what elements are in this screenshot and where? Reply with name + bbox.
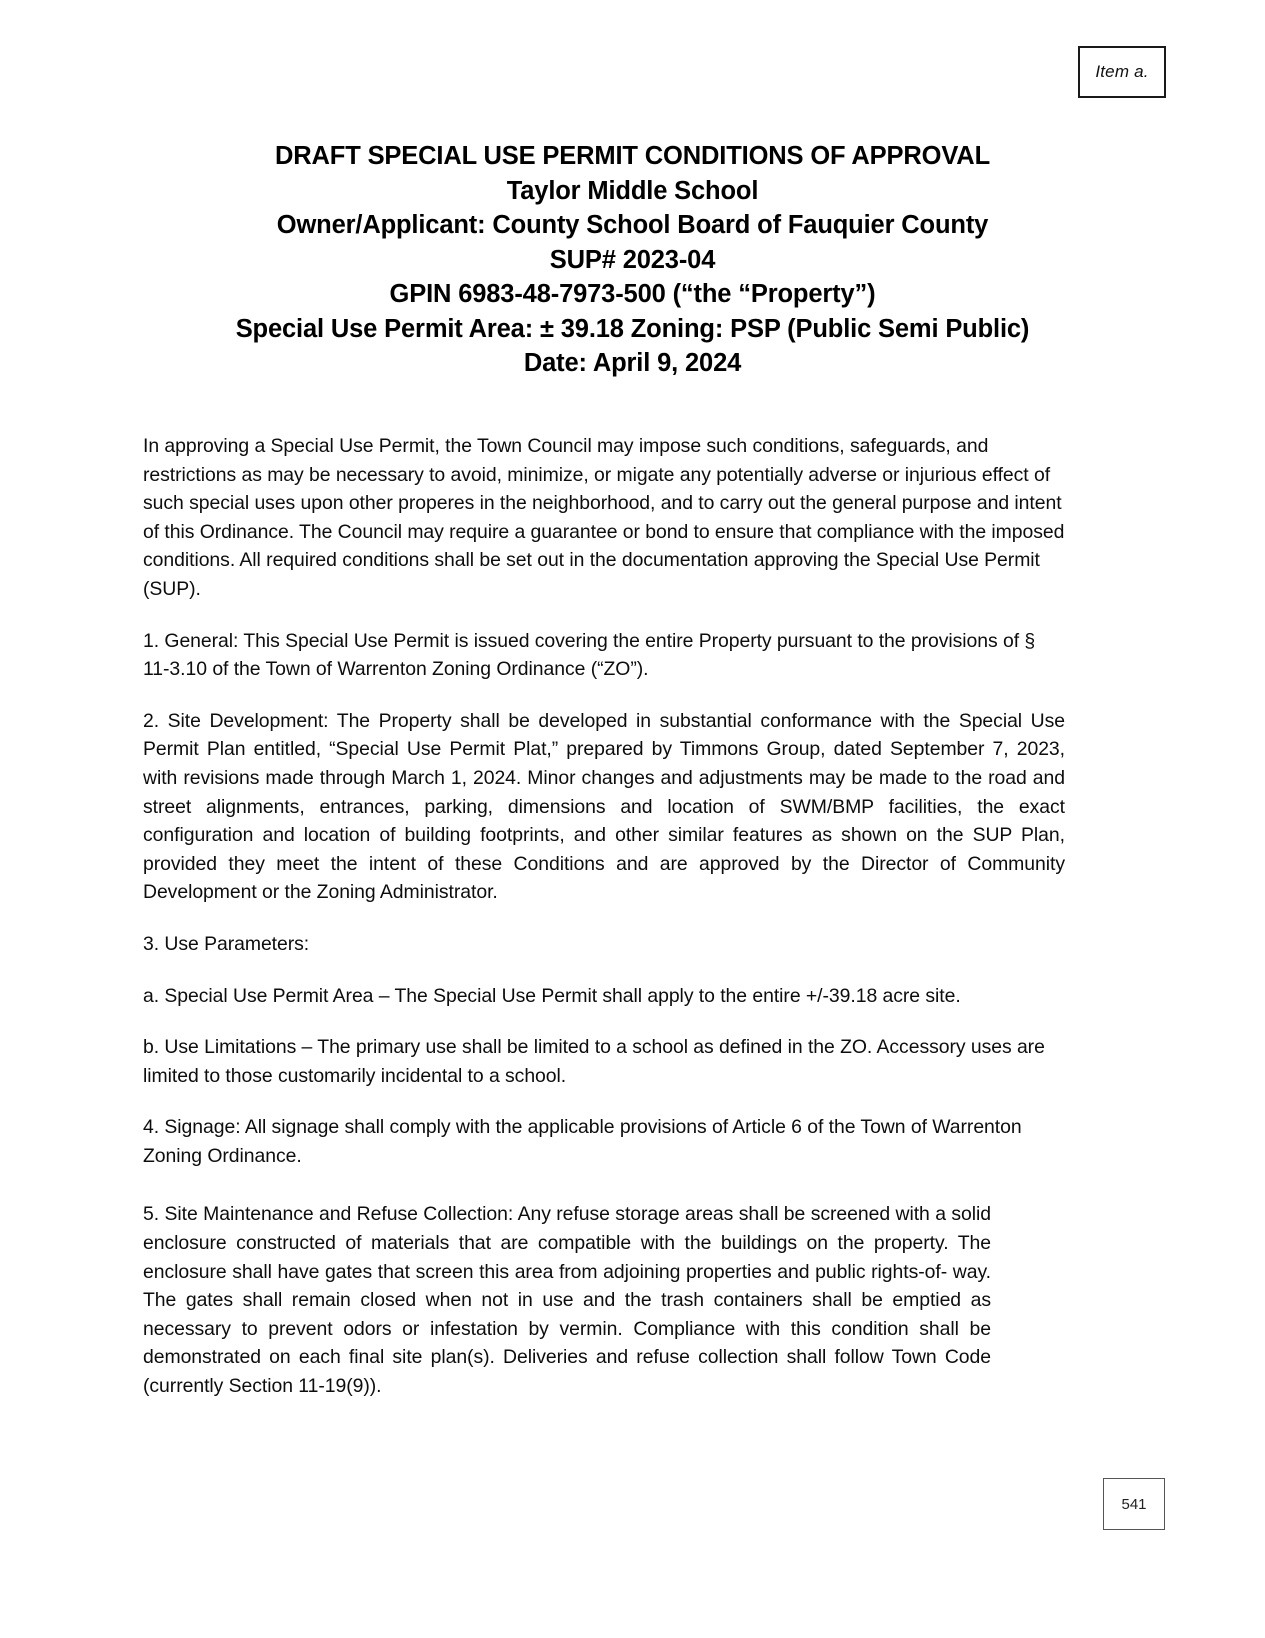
paragraph-condition-2-site-development: 2. Site Development: The Property shall be developed in substantial conformance with the Special Use Permit Plan entitled, “Special Use Permit Plat,” prepared by Timmons Group, dated September 7, 2023, with revisions made through March 1, 2024. Minor changes and adjustments may be made to the road and street alignments, entrances, parking, dimensions and location of SWM/BMP facilities, the exact configuration and location of building footprints, and other similar features as shown on the SUP Plan, provided they meet the intent of these Conditions and are approved by the Director of Community Development or the Zoning Administrator. [143, 709, 1065, 904]
paragraph-condition-1-general: 1. General: This Special Use Permit is issued covering the entire Property pursuant to the provisions of § 11-3.10 of the Town of Warrenton Zoning Ordinance (“ZO”). [143, 629, 1036, 681]
page-number-box [1103, 1478, 1165, 1530]
paragraph-condition-3-use-parameters: 3. Use Parameters: [143, 932, 310, 955]
paragraph-condition-3a-permit-area: a. Special Use Permit Area – The Special Use Permit shall apply to the entire +/-39.18 acre site. [143, 984, 961, 1007]
title-line-2: Taylor Middle School [506, 176, 759, 205]
paragraph-condition-4-signage: 4. Signage: All signage shall comply with the applicable provisions of Article 6 of the Town of Warrenton Zoning Ordinance. [143, 1116, 1022, 1167]
document-title-block [120, 139, 1145, 381]
page-number-label: 541 [1121, 1495, 1147, 1513]
paragraph-condition-5-site-maintenance: 5. Site Maintenance and Refuse Collection: Any refuse storage areas shall be screened with a solid enclosure constructed of materials that are compatible with the buildings on the property. The enclosure shall have gates that screen this area from adjoining properties and public rights-of- way. The gates shall remain closed when not in use and the trash containers shall be emptied as necessary to prevent odors or infestation by vermin. Compliance with this condition shall be demonstrated on each final site plan(s). Deliveries and refuse collection shall follow Town Code (currently Section 11-19(9)). [143, 1203, 991, 1398]
agenda-item-label: Item a. [1095, 62, 1149, 81]
paragraph-preamble: In approving a Special Use Permit, the Town Council may impose such conditions, safeguards, and restrictions as may be necessary to avoid, minimize, or migate any potentially adverse or injurious effect of such special uses upon other properes in the neighborhood, and to carry out the general purpose and intent of this Ordinance. The Council may require a guarantee or bond to ensure that compliance with the imposed conditions. All required conditions shall be set out in the documentation approving the Special Use Permit (SUP). [143, 435, 1065, 600]
title-line-4: SUP# 2023-04 [549, 245, 716, 274]
agenda-item-tag [1078, 46, 1166, 98]
title-line-7: Date: April 9, 2024 [523, 349, 742, 377]
title-line-1: DRAFT SPECIAL USE PERMIT CONDITIONS OF APPROVAL [274, 142, 991, 170]
document-body [143, 432, 1065, 1401]
title-line-5: GPIN 6983-48-7973-500 (“the “Property”) [389, 280, 876, 308]
paragraph-condition-3b-use-limitations: b. Use Limitations – The primary use shall be limited to a school as defined in the ZO. Accessory uses are limited to those customarily incidental to a school. [143, 1036, 1045, 1087]
title-line-6: Special Use Permit Area: ± 39.18 Zoning: PSP (Public Semi Public) [235, 314, 1030, 343]
title-line-3: Owner/Applicant: County School Board of Fauquier County [276, 211, 989, 239]
